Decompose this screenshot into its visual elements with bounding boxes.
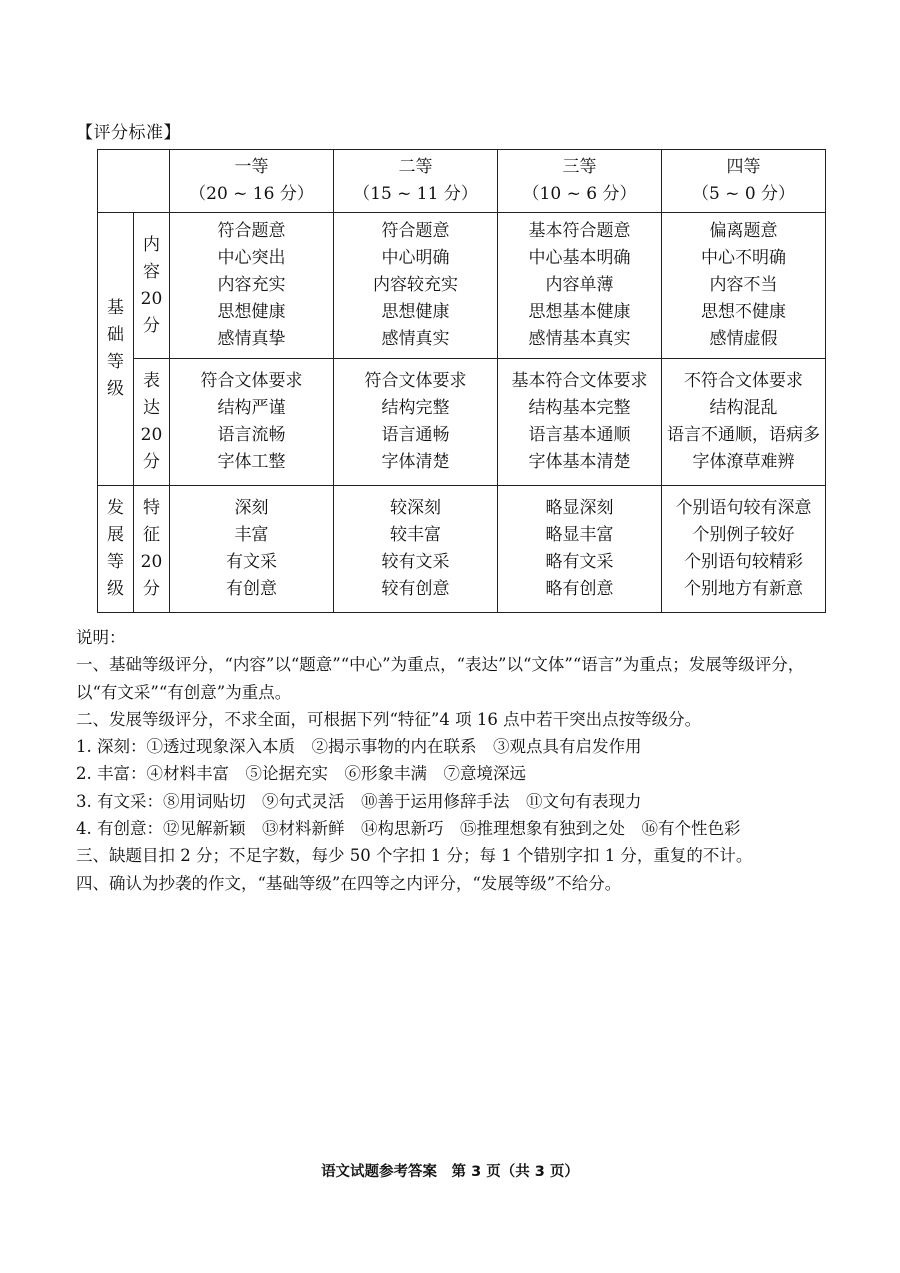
sub-content-label: 内 容 20 分 [134,213,170,359]
corner-cell [98,150,170,213]
grade-header-4: 四等 （5 ~ 0 分） [662,150,826,213]
expression-row [98,359,826,486]
note-line: 4. 有创意：⑫见解新颖 ⑬材料新鲜 ⑭构思新巧 ⑮推理想象有独到之处 ⑯有个性色彩 [76,819,741,839]
sub-expression-label: 表 达 20 分 [134,359,170,486]
note-line: 2. 丰富：④材料丰富 ⑤论据充实 ⑥形象丰满 ⑦意境深远 [76,764,526,784]
scoring-table [97,149,826,613]
notes-title: 说明： [76,628,126,647]
note-line: 以“有文采”“有创意”为重点。 [76,682,292,702]
grade-header-row [98,150,826,213]
content-grade-3: 基本符合题意 中心基本明确 内容单薄 思想基本健康 感情基本真实 [498,213,662,359]
feature-grade-1: 深刻 丰富 有文采 有创意 [170,486,334,613]
note-line: 3. 有文采：⑧用词贴切 ⑨句式灵活 ⑩善于运用修辞手法 ⑪文句有表现力 [76,791,642,811]
grade-header-2: 二等 （15 ~ 11 分） [334,150,498,213]
section-heading: 【评分标准】 [76,123,181,143]
expression-grade-3: 基本符合文体要求 结构基本完整 语言基本通顺 字体基本清楚 [498,359,662,486]
content-row [98,213,826,359]
sub-feature-label: 特 征 20 分 [134,486,170,613]
category-basic-label: 基 础 等 级 [98,213,134,486]
expression-grade-1: 符合文体要求 结构严谨 语言流畅 字体工整 [170,359,334,486]
feature-row [98,486,826,613]
grade-header-1: 一等 （20 ~ 16 分） [170,150,334,213]
grade-header-3: 三等 （10 ~ 6 分） [498,150,662,213]
note-line: 1. 深刻：①透过现象深入本质 ②揭示事物的内在联系 ③观点具有启发作用 [76,737,642,757]
note-line: 一、基础等级评分，“内容”以“题意”“中心”为重点，“表达”以“文体”“语言”为重点；发展等级评分， [76,655,805,675]
expression-grade-4: 不符合文体要求 结构混乱 语言不通顺，语病多 字体潦草难辨 [662,359,826,486]
note-line: 二、发展等级评分，不求全面，可根据下列“特征”4 项 16 点中若干突出点按等级分。 [76,709,702,729]
note-line: 四、确认为抄袭的作文，“基础等级”在四等之内评分，“发展等级”不给分。 [76,873,622,893]
feature-grade-3: 略显深刻 略显丰富 略有文采 略有创意 [498,486,662,613]
notes-section [76,624,876,897]
category-development-label: 发 展 等 级 [98,486,134,613]
feature-grade-2: 较深刻 较丰富 较有文采 较有创意 [334,486,498,613]
content-grade-4: 偏离题意 中心不明确 内容不当 思想不健康 感情虚假 [662,213,826,359]
feature-grade-4: 个别语句较有深意 个别例子较好 个别语句较精彩 个别地方有新意 [662,486,826,613]
content-grade-2: 符合题意 中心明确 内容较充实 思想健康 感情真实 [334,213,498,359]
expression-grade-2: 符合文体要求 结构完整 语言通畅 字体清楚 [334,359,498,486]
note-line: 三、缺题目扣 2 分；不足字数，每少 50 个字扣 1 分；每 1 个错别字扣 1 分，重复的不计。 [76,846,753,866]
page-footer: 语文试题参考答案 第 3 页（共 3 页） [321,1164,579,1180]
content-grade-1: 符合题意 中心突出 内容充实 思想健康 感情真挚 [170,213,334,359]
